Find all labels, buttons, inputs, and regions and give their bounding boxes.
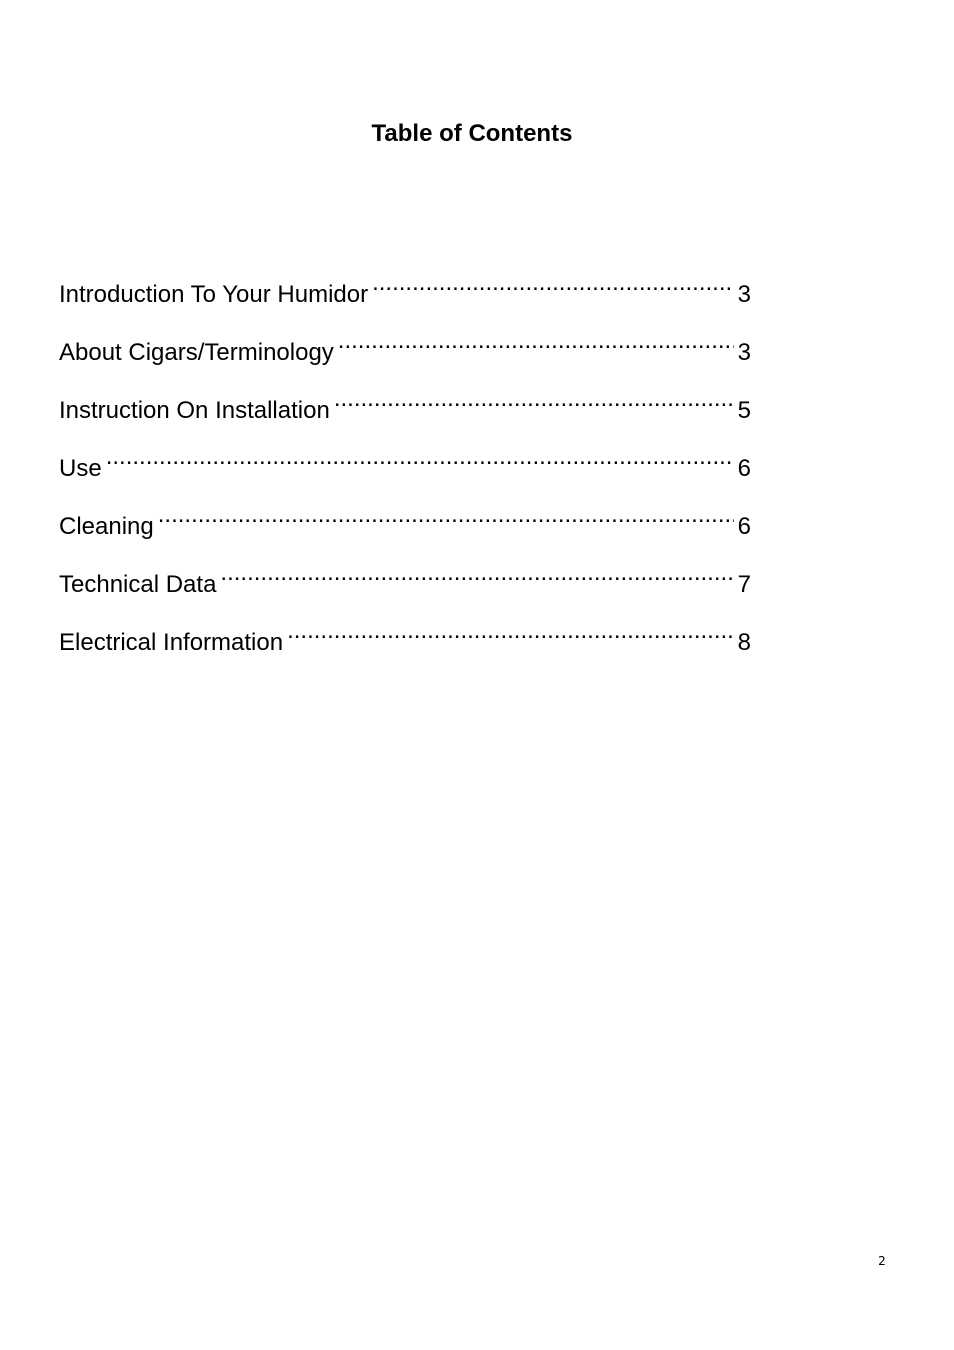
toc-entry-label: Instruction On Installation [59,397,330,424]
toc-entry-installation[interactable] [59,382,751,440]
toc-entry-label: About Cigars/Terminology [59,339,334,366]
toc-dot-leader [106,440,734,476]
toc-entry-label: Cleaning [59,513,154,540]
toc-entry-page: 8 [737,629,751,656]
toc-dot-leader [338,324,734,360]
toc-entry-label: Introduction To Your Humidor [59,281,369,308]
toc-entry-label: Technical Data [59,571,217,598]
page-title: Table of Contents [371,120,573,147]
table-of-contents [59,266,751,672]
toc-entry-page: 5 [737,397,751,424]
toc-dot-leader [287,614,734,650]
toc-entry-page: 6 [737,513,751,540]
toc-entry-page: 3 [737,339,751,366]
toc-dot-leader [334,382,734,418]
toc-dot-leader [372,266,734,302]
toc-entry-page: 7 [737,571,751,598]
toc-dot-leader [158,498,734,534]
page-number: 2 [878,1254,886,1268]
toc-dot-leader [220,556,733,592]
toc-entry-electrical-information[interactable] [59,614,751,672]
toc-entry-use[interactable] [59,440,751,498]
toc-entry-about-cigars[interactable] [59,324,751,382]
toc-entry-label: Use [59,455,102,482]
toc-entry-technical-data[interactable] [59,556,751,614]
toc-entry-page: 3 [737,281,751,308]
toc-entry-introduction[interactable] [59,266,751,324]
toc-entry-label: Electrical Information [59,629,284,656]
toc-entry-cleaning[interactable] [59,498,751,556]
toc-entry-page: 6 [737,455,751,482]
